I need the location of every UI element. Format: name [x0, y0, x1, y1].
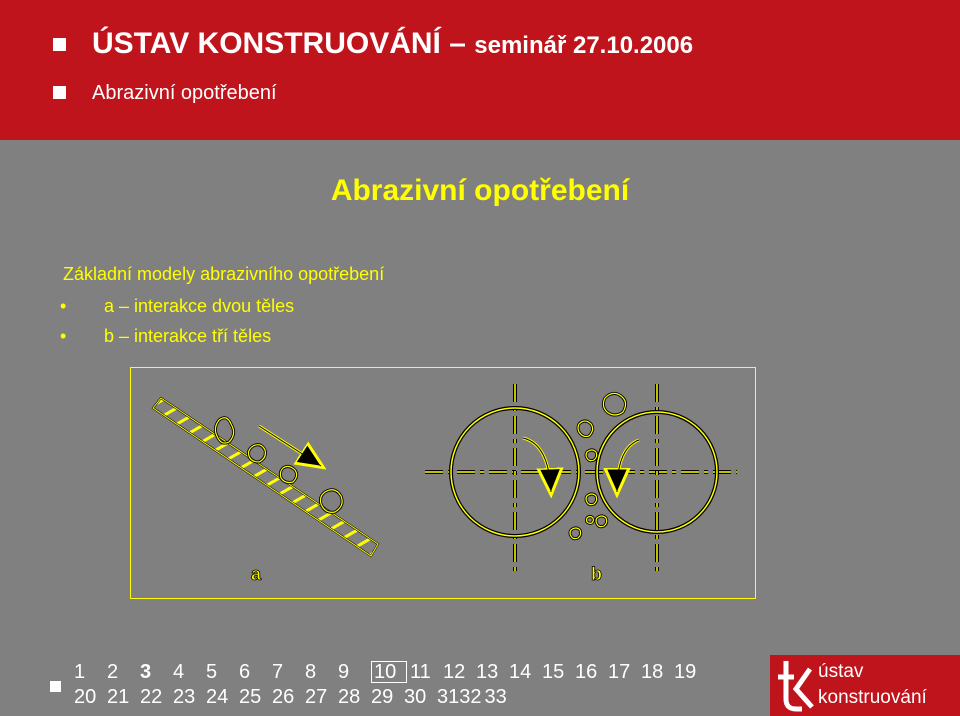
square-bullet-icon: [53, 38, 66, 51]
title-dash: –: [440, 27, 475, 60]
ustav-konstruovani-logo-icon: [772, 655, 816, 716]
section-title: Abrazivní opotřebení: [92, 82, 277, 104]
page-link-13[interactable]: 13: [476, 661, 499, 683]
intro-text: Základní modely abrazivního opotřebení: [63, 264, 385, 284]
page-link-19[interactable]: 19: [674, 661, 697, 683]
page-link-6[interactable]: 6: [239, 661, 251, 683]
page-link-3132[interactable]: 3132: [437, 686, 482, 708]
page-link-21[interactable]: 21: [107, 686, 130, 708]
page-link-23[interactable]: 23: [173, 686, 196, 708]
page-link-5[interactable]: 5: [206, 661, 218, 683]
page-link-16[interactable]: 16: [575, 661, 598, 683]
hatched-surface: [153, 398, 378, 556]
logo-line-1: ústav: [818, 661, 864, 682]
abrasion-models-figure: [130, 367, 756, 599]
page-link-33[interactable]: 33: [484, 686, 507, 708]
square-bullet-icon: [53, 86, 66, 99]
page-link-30[interactable]: 30: [404, 686, 427, 708]
presentation-title: [92, 27, 693, 61]
abrasion-diagram: [131, 368, 757, 600]
bullet-item-a: [60, 296, 294, 317]
page-link-29[interactable]: 29: [371, 686, 394, 708]
logo-line-2: konstruování: [818, 687, 927, 708]
page-link-22[interactable]: 22: [140, 686, 163, 708]
bullet-marker: •: [60, 326, 67, 346]
bullet-text: b – interakce tří těles: [104, 326, 272, 346]
page-link-2[interactable]: 2: [107, 661, 119, 683]
page-link-28[interactable]: 28: [338, 686, 361, 708]
slide-title: Abrazivní opotřebení: [330, 174, 630, 207]
page-link-26[interactable]: 26: [272, 686, 295, 708]
page-nav-row-2: [74, 685, 764, 710]
page-link-11[interactable]: 11: [410, 661, 431, 683]
figure-label-b: b: [591, 564, 602, 584]
page-link-14[interactable]: 14: [509, 661, 532, 683]
page-link-10[interactable]: 10: [371, 661, 407, 683]
title-seminar: seminář 27.10.2006: [474, 32, 694, 59]
header-band: [0, 0, 960, 140]
bullet-text: a – interakce dvou těles: [104, 296, 295, 316]
page-link-7[interactable]: 7: [272, 661, 284, 683]
page-link-27[interactable]: 27: [305, 686, 328, 708]
bullet-item-b: [60, 326, 271, 347]
page-link-9[interactable]: 9: [338, 661, 350, 683]
page-link-3[interactable]: 3: [140, 661, 152, 683]
page-link-1[interactable]: 1: [74, 661, 86, 683]
figure-label-a: a: [251, 564, 262, 584]
page-link-18[interactable]: 18: [641, 661, 664, 683]
page-link-17[interactable]: 17: [608, 661, 631, 683]
bullet-marker: •: [60, 296, 67, 316]
model-a-two-body: [153, 398, 378, 556]
square-bullet-icon: [50, 681, 61, 692]
model-b-three-body: [425, 384, 737, 572]
ustav-konstruovani-logo: [770, 655, 960, 716]
page-link-12[interactable]: 12: [443, 661, 466, 683]
page-link-20[interactable]: 20: [74, 686, 97, 708]
page-link-24[interactable]: 24: [206, 686, 229, 708]
page-link-15[interactable]: 15: [542, 661, 565, 683]
page-nav-row-1: [74, 660, 764, 685]
title-main: ÚSTAV KONSTRUOVÁNÍ: [92, 27, 441, 60]
page-link-25[interactable]: 25: [239, 686, 262, 708]
page-link-4[interactable]: 4: [173, 661, 185, 683]
page-link-8[interactable]: 8: [305, 661, 317, 683]
page-navigation: [74, 660, 764, 710]
